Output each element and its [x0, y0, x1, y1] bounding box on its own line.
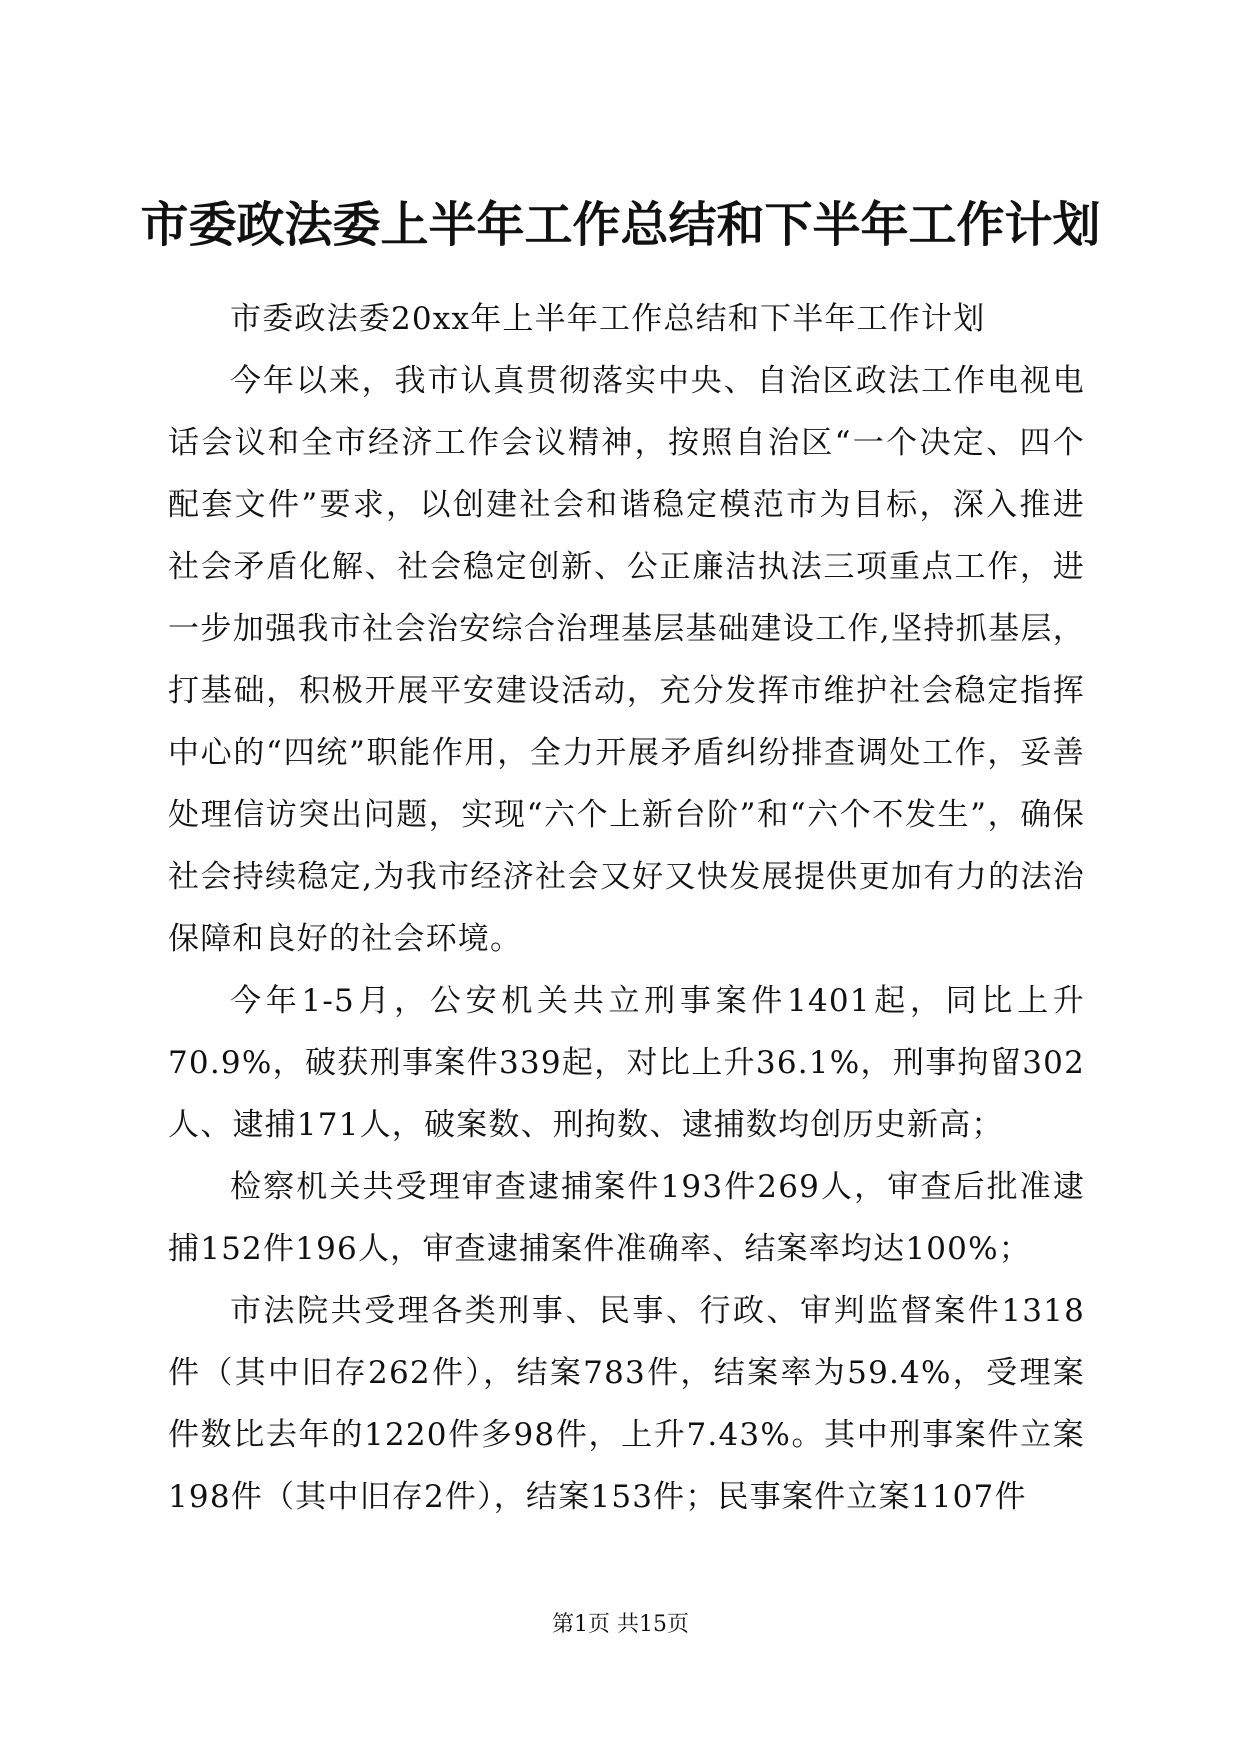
page-number: 第1页 共15页 [552, 1612, 689, 1637]
body-paragraph: 今年1-5月，公安机关共立刑事案件1401起，同比上升70.9%，破获刑事案件339起，对比上升36.1%，刑事拘留302人、逮捕171人，破案数、刑拘数、逮捕数均创历史新高； [168, 983, 1085, 1143]
body-paragraph: 检察机关共受理审查逮捕案件193件269人，审查后批准逮捕152件196人，审查逮捕案件准确率、结案率均达100%； [168, 1169, 1085, 1267]
body-paragraph: 市法院共受理各类刑事、民事、行政、审判监督案件1318件（其中旧存262件），结案783件，结案率为59.4%，受理案件数比去年的1220件多98件，上升7.43%。其中刑事案件立案198件（其中旧存2件），结案153件；民事案件立案1107件 [168, 1293, 1085, 1515]
subtitle-paragraph: 市委政法委20xx年上半年工作总结和下半年工作计划 [230, 301, 986, 337]
body-paragraph: 今年以来，我市认真贯彻落实中央、自治区政法工作电视电话会议和全市经济工作会议精神，按照自治区“一个决定、四个配套文件”要求，以创建社会和谐稳定模范市为目标，深入推进社会矛盾化解、社会稳定创新、公正廉洁执法三项重点工作，进一步加强我市社会治安综合治理基层基础建设工作,坚持抓基层，打基础，积极开展平安建设活动，充分发挥市维护社会稳定指挥中心的“四统”职能作用，全力开展矛盾纠纷排查调处工作，妥善处理信访突出问题，实现“六个上新台阶”和“六个不发生”，确保社会持续稳定,为我市经济社会又好又快发展提供更加有力的法治保障和良好的社会环境。 [168, 363, 1085, 957]
document-title: 市委政法委上半年工作总结和下半年工作计划 [140, 197, 1101, 253]
document-body [168, 288, 1085, 1528]
